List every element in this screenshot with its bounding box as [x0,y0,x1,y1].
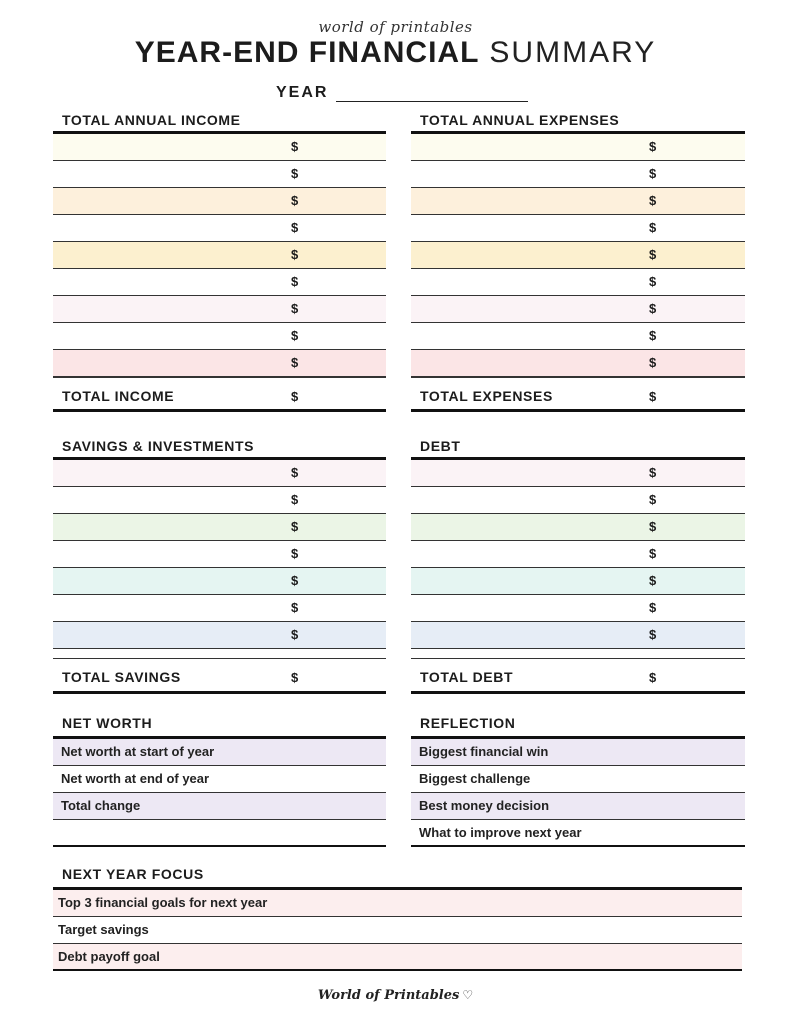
dollar-sign: $ [649,670,657,685]
expense-row[interactable] [411,269,745,296]
dollar-sign: $ [291,519,299,534]
savings-row[interactable] [53,568,386,595]
dollar-sign: $ [649,274,657,289]
reflection-label: Biggest challenge [419,771,531,786]
next-year-row[interactable] [53,917,742,944]
dollar-sign: $ [649,193,657,208]
net-worth-row[interactable] [53,793,386,820]
dollar-sign: $ [291,193,299,208]
page-title [0,36,791,70]
expense-row[interactable] [411,323,745,350]
debt-row[interactable] [411,514,745,541]
reflection-section [411,715,745,847]
dollar-sign: $ [649,389,657,404]
debt-section [411,438,745,694]
dollar-sign: $ [291,670,299,685]
net-worth-row[interactable] [53,766,386,793]
expenses-section [411,112,745,412]
reflection-row[interactable] [411,793,745,820]
dollar-sign: $ [291,220,299,235]
dollar-sign: $ [291,301,299,316]
dollar-sign: $ [291,328,299,343]
total-income-row[interactable] [53,377,386,412]
next-year-label: Top 3 financial goals for next year [58,895,268,910]
net-worth-section [53,715,386,847]
savings-row[interactable] [53,622,386,649]
debt-row[interactable] [411,541,745,568]
year-field [276,84,528,102]
expense-row[interactable] [411,188,745,215]
savings-row[interactable] [53,460,386,487]
net-worth-label: Total change [61,798,141,813]
net-worth-row[interactable] [53,739,386,766]
dollar-sign: $ [291,492,299,507]
total-savings-label: TOTAL SAVINGS [62,669,181,685]
income-row[interactable] [53,269,386,296]
dollar-sign: $ [291,546,299,561]
dollar-sign: $ [649,355,657,370]
savings-row[interactable] [53,541,386,568]
total-debt-label: TOTAL DEBT [420,669,514,685]
next-year-row[interactable] [53,890,742,917]
dollar-sign: $ [291,573,299,588]
income-row[interactable] [53,215,386,242]
dollar-sign: $ [649,247,657,262]
dollar-sign: $ [649,166,657,181]
brand-footer-text: World of Printables [317,988,460,1003]
page-title-light: SUMMARY [489,36,657,69]
dollar-sign: $ [291,627,299,642]
income-title: TOTAL ANNUAL INCOME [53,112,386,134]
total-savings-row[interactable] [53,659,386,694]
expense-row[interactable] [411,134,745,161]
reflection-row[interactable] [411,820,745,847]
heart-icon: ♡ [462,988,474,1002]
dollar-sign: $ [291,600,299,615]
debt-row[interactable] [411,595,745,622]
net-worth-label: Net worth at end of year [61,771,210,786]
income-row[interactable] [53,188,386,215]
expense-row[interactable] [411,161,745,188]
reflection-row[interactable] [411,739,745,766]
dollar-sign: $ [649,465,657,480]
income-row[interactable] [53,134,386,161]
next-year-title: NEXT YEAR FOCUS [53,866,742,890]
dollar-sign: $ [649,492,657,507]
savings-title: SAVINGS & INVESTMENTS [53,438,386,460]
savings-section [53,438,386,694]
income-row[interactable] [53,350,386,377]
expense-row[interactable] [411,350,745,377]
next-year-section [53,866,742,971]
brand-script-header: world of printables [318,18,473,36]
year-input-line[interactable] [336,86,528,102]
reflection-label: Biggest financial win [419,744,549,759]
dollar-sign: $ [649,301,657,316]
net-worth-title: NET WORTH [53,715,386,739]
total-expenses-row[interactable] [411,377,745,412]
expense-row[interactable] [411,242,745,269]
expense-row[interactable] [411,296,745,323]
debt-row[interactable] [411,487,745,514]
expenses-title: TOTAL ANNUAL EXPENSES [411,112,745,134]
savings-row[interactable] [53,595,386,622]
expense-row[interactable] [411,215,745,242]
dollar-sign: $ [291,389,299,404]
income-row[interactable] [53,242,386,269]
debt-title: DEBT [411,438,745,460]
dollar-sign: $ [291,355,299,370]
dollar-sign: $ [649,546,657,561]
total-debt-row[interactable] [411,659,745,694]
dollar-sign: $ [649,573,657,588]
debt-row[interactable] [411,460,745,487]
dollar-sign: $ [291,465,299,480]
next-year-row[interactable] [53,944,742,971]
income-row[interactable] [53,323,386,350]
total-expenses-label: TOTAL EXPENSES [420,388,553,404]
dollar-sign: $ [649,328,657,343]
debt-row[interactable] [411,568,745,595]
income-row[interactable] [53,296,386,323]
dollar-sign: $ [291,274,299,289]
next-year-label: Debt payoff goal [58,949,160,964]
brand-footer [0,988,791,1003]
dollar-sign: $ [649,627,657,642]
dollar-sign: $ [649,139,657,154]
dollar-sign: $ [649,220,657,235]
reflection-label: Best money decision [419,798,550,813]
dollar-sign: $ [291,166,299,181]
savings-spacer [53,649,386,659]
page-title-bold: YEAR-END FINANCIAL [134,36,480,69]
dollar-sign: $ [649,600,657,615]
dollar-sign: $ [291,247,299,262]
dollar-sign: $ [649,519,657,534]
dollar-sign: $ [291,139,299,154]
year-label: YEAR [276,84,329,101]
debt-spacer [411,649,745,659]
total-income-label: TOTAL INCOME [62,388,175,404]
net-worth-row[interactable] [53,820,386,847]
debt-row[interactable] [411,622,745,649]
net-worth-label: Net worth at start of year [61,744,215,759]
income-section [53,112,386,412]
reflection-row[interactable] [411,766,745,793]
savings-row[interactable] [53,514,386,541]
next-year-label: Target savings [58,922,149,937]
income-row[interactable] [53,161,386,188]
savings-row[interactable] [53,487,386,514]
reflection-title: REFLECTION [411,715,745,739]
reflection-label: What to improve next year [419,825,582,840]
